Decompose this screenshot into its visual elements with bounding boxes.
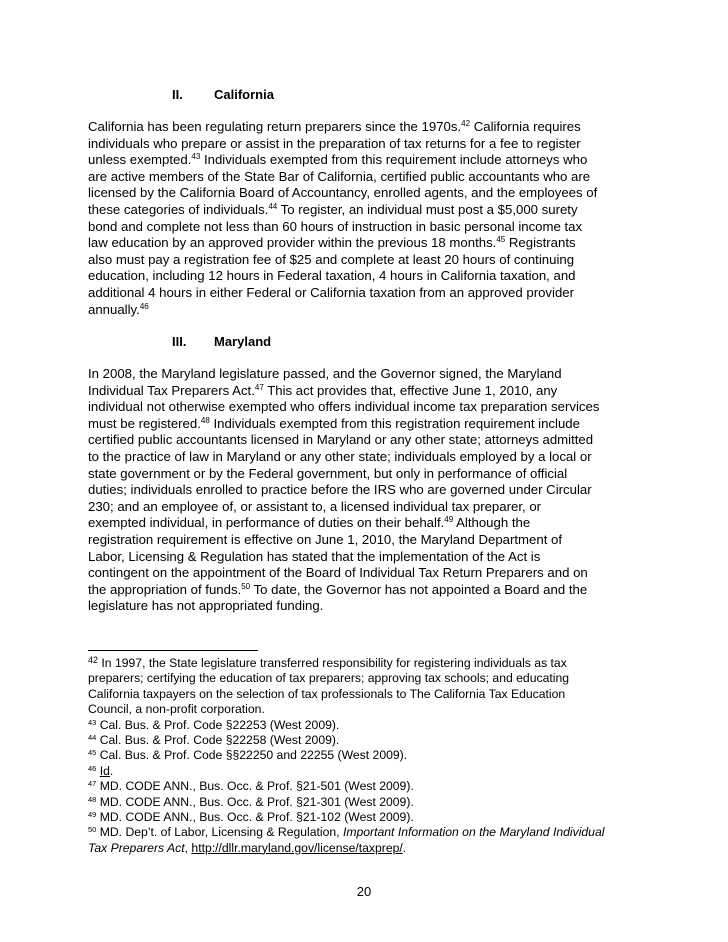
text-line: bond and complete not less than 60 hours of instruction in basic personal income tax [88,218,583,234]
footnote-ref: 48 [200,415,210,425]
footnotes [88,656,648,856]
text-line: duties; individuals enrolled to practice before the IRS who are governed under Circular [88,482,592,498]
italic-title: Important Information on the Maryland Individual [342,825,605,840]
text-line: $^{47}$ MD. CODE ANN., Bus. Occ. & Prof. §21-501 (West 2009). [88,779,414,794]
text-line: $^{45}$ Cal. Bus. & Prof. Code §§22250 and 22255 (West 2009). [88,748,408,763]
footnote-ref: 49 [88,809,97,819]
text-line: the appropriation of funds.$^{50}$ To date, the Governor has not appointed a Board and the [88,581,588,597]
footnote-ref: 43 [88,717,97,727]
text-line: $^{48}$ MD. CODE ANN., Bus. Occ. & Prof. §21-301 (West 2009). [88,794,414,809]
text-line: these categories of individuals.$^{44}$ To register, an individual must post a $5,000 surety [88,201,578,217]
text-line: Individual Tax Preparers Act.$^{47}$ This act provides that, effective June 1, 2010, any [88,382,558,398]
footnote-ref: 42 [461,119,471,128]
text-line: $^{42}$ In 1997, the State legislature transferred responsibility for registering individuals as tax [88,655,567,670]
text-line: contingent on the appointment of the Board of Individual Tax Return Preparers and on [88,565,588,581]
footnote-ref: 44 [88,732,97,742]
text-line: Labor, Licensing & Regulation has stated that the implementation of the Act is [88,548,541,564]
footnote-ref: 46 [88,763,97,773]
underlined-text: Id [99,763,110,778]
text-line: state government or by the Federal government, but only in performance of official [88,465,568,481]
california-paragraph [88,119,648,318]
footnote-ref: 50 [241,581,251,591]
text-line: California taxpayers on the selection of tax professionals to The California Tax Education [88,686,566,701]
text-line: also must pay a registration fee of $25 and complete at least 20 hours of continuing [88,251,575,267]
footnote-ref: 46 [139,301,149,311]
text-line: exempted individual, in performance of duties on their behalf.$^{49}$ Although the [88,515,531,531]
footnote-ref: 42 [88,655,99,665]
text-line: individuals who prepare or assist in the preparation of tax returns for a fee to register [88,135,581,151]
text-line: certified public accountants licensed in Maryland or any other state; attorneys admitted [88,432,594,448]
text-line: must be registered.$^{48}$ Individuals exempted from this registration requirement include [88,415,580,431]
reference-link[interactable]: http://dllr.maryland.gov/license/taxprep/ [191,840,403,855]
footnote-ref: 47 [88,779,97,789]
text-line: registration requirement is effective on June 1, 2010, the Maryland Department of [88,531,563,547]
footnote-ref: 47 [254,382,264,392]
footnote-ref: 44 [268,201,278,211]
text-line: California has been regulating return preparers since the 1970s.$^{42}$ California requires [88,119,581,134]
text-line: In 2008, the Maryland legislature passed, and the Governor signed, the Maryland [88,366,562,381]
footnote-separator [88,650,258,651]
section-title: California [214,87,274,102]
text-line: $^{43}$ Cal. Bus. & Prof. Code §22253 (West 2009). [88,717,340,732]
footnote-ref: 48 [88,794,97,804]
text-line: licensed by the California Board of Accountancy, enrolled agents, and the employees of [88,185,598,201]
text-line: to the practice of law in Maryland or any other state; individuals employed by a local or [88,448,592,464]
text-line: annually.$^{46}$ [88,301,149,317]
section-number: II. [172,87,183,102]
text-line: are active members of the State Bar of California, certified public accountants who are [88,168,591,184]
text-line: individual not otherwise exempted who offers individual income tax preparation services [88,399,600,415]
text-line: unless exempted.$^{43}$ Individuals exempted from this requirement include attorneys who [88,152,588,168]
text-line: law education by an approved provider within the previous 18 months.$^{45}$ Registrants [88,235,576,251]
text-line: 230; and an employee of, or assistant to, a licensed individual tax preparer, or [88,498,542,514]
text-line: Council, a non-profit corporation. [88,702,265,717]
footnote-ref: 43 [191,152,201,162]
text-line: legislature has not appropriated funding. [88,598,324,614]
text-line: $^{46}$ Id. [88,763,114,778]
footnote-ref: 50 [88,825,97,835]
page-number: 20 [356,884,372,899]
text-line: $^{49}$ MD. CODE ANN., Bus. Occ. & Prof. §21-102 (West 2009). [88,809,414,824]
text-line: education, including 12 hours in Federal taxation, 4 hours in California taxation, and [88,268,576,284]
footnote-ref: 49 [444,515,454,525]
section-heading-maryland [172,334,271,350]
text-line: $^{50}$ MD. Dep’t. of Labor, Licensing & Regulation, Important Information on the Maryland Individual [88,825,605,840]
maryland-paragraph [88,366,648,615]
footnote-ref: 45 [496,235,506,245]
text-line: additional 4 hours in either Federal or California taxation from an approved provider [88,284,575,300]
section-number: III. [172,334,187,349]
section-title: Maryland [214,334,272,349]
text-line: Tax Preparers Act, http://dllr.maryland.gov/license/taxprep/. [88,840,407,855]
section-heading-california [172,87,274,103]
text-line: $^{44}$ Cal. Bus. & Prof. Code §22258 (West 2009). [88,732,340,747]
footnote-ref: 45 [88,748,97,758]
text-line: preparers; certifying the education of tax preparers; approving tax schools; and educating [88,671,570,686]
italic-title: Tax Preparers Act [88,840,185,855]
